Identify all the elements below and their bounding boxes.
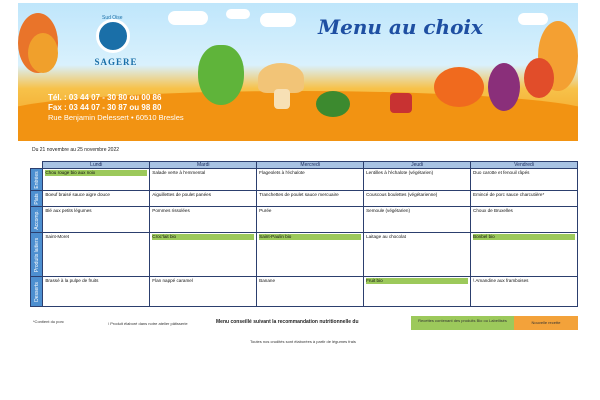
menu-row: [31, 207, 578, 233]
day-header: Mercredi: [257, 162, 364, 169]
menu-cell: [471, 233, 578, 277]
dish-name: Salade verte à l'emmental: [152, 170, 206, 175]
dish-name: Pommes rissolées: [152, 208, 190, 213]
menu-cell: [150, 233, 257, 277]
menu-cell: [150, 207, 257, 233]
menu-cell: [150, 191, 257, 207]
menu-cell: [43, 277, 150, 307]
course-label-text: Accomp.: [33, 209, 40, 230]
dish-name: Laitage au chocolat: [366, 234, 406, 239]
menu-row: [31, 169, 578, 191]
fax-number: Fax : 03 44 07 - 30 87 ou 98 80: [48, 103, 162, 112]
grapes-illustration: [488, 63, 520, 111]
table-corner: [31, 162, 43, 169]
day-header: Jeudi: [364, 162, 471, 169]
page-title: Menu au choix: [318, 15, 483, 39]
menu-row: [31, 191, 578, 207]
cloud-decoration: [168, 11, 208, 25]
menu-cell: [150, 277, 257, 307]
pumpkin-illustration: [434, 67, 484, 107]
footnote-pork: *Contient du porc: [33, 319, 64, 324]
course-label: [31, 191, 43, 207]
course-label-text: Produits laitiers: [33, 237, 40, 272]
day-header: Mardi: [150, 162, 257, 169]
menu-row: [31, 233, 578, 277]
dish-name: Banane: [259, 278, 276, 283]
logo-wordmark: SAGERE: [94, 57, 138, 67]
dish-name: Emincé de porc sauce charcutière*: [473, 192, 545, 197]
menu-cell: [471, 277, 578, 307]
dish-name: Saint-Moret: [45, 234, 70, 239]
course-label: [31, 207, 43, 233]
dish-name: Flan nappé caramel: [152, 278, 193, 283]
menu-cell: [43, 207, 150, 233]
menu-cell: [364, 207, 471, 233]
tree-illustration: [28, 33, 58, 73]
menu-cell: [257, 277, 364, 307]
header-banner: [18, 3, 578, 141]
dish-name: Aiguillettes de poulet panées: [152, 192, 211, 197]
menu-cell: [471, 207, 578, 233]
course-label-text: Entrées: [33, 170, 40, 189]
tractor-illustration: [390, 93, 412, 113]
dish-name-bio: Croc'lait bio: [152, 234, 254, 240]
dish-name: Blé aux petits légumes: [45, 208, 92, 213]
dish-name: Boeuf braisé sauce aigre douce: [45, 192, 110, 197]
course-label: [31, 233, 43, 277]
menu-cell: [43, 191, 150, 207]
dish-name-bio: Fruit bio: [366, 278, 468, 284]
menu-sheet: [18, 3, 578, 344]
legend-bio: Recettes contenant des produits Bio ou Labellisés: [411, 316, 514, 330]
mushroom-stem-illustration: [274, 89, 290, 109]
cloud-decoration: [260, 13, 296, 27]
contact-info: [48, 93, 184, 123]
course-label-text: Desserts: [33, 281, 40, 302]
day-header: Lundi: [43, 162, 150, 169]
menu-cell: [257, 169, 364, 191]
menu-row: [31, 277, 578, 307]
menu-cell: [471, 191, 578, 207]
menu-cell: [364, 233, 471, 277]
menu-cell: [257, 233, 364, 277]
dish-name: Flageolets à l'échalote: [259, 170, 305, 175]
menu-cell: [257, 191, 364, 207]
tree-illustration: [524, 58, 554, 98]
phone-number: Tél. : 03 44 07 - 30 80 ou 00 86: [48, 93, 162, 102]
footnote-nutrition: Menu conseillé suivant la recommandation nutritionnelle du: [216, 319, 359, 325]
dish-name-bio: Bonbel bio: [473, 234, 575, 240]
cabbage-illustration: [316, 91, 350, 117]
pear-illustration: [198, 45, 244, 105]
cloud-decoration: [518, 13, 548, 25]
dish-name: Duo carotte et fenouil râpés: [473, 170, 530, 175]
dish-name: Purée: [259, 208, 272, 213]
dish-name: Choux de Bruxelles: [473, 208, 513, 213]
menu-cell: [257, 207, 364, 233]
footnote-pastry: \ Produit élaboré dans notre atelier pâtisserie: [108, 321, 188, 326]
menu-cell: [150, 169, 257, 191]
dish-name: Tranchettes de poulet sauce mercuaire: [259, 192, 339, 197]
sagere-logo: Sud Oise SAGERE: [88, 19, 138, 69]
dish-name: \ Amandine aux framboises: [473, 278, 529, 283]
day-header: Vendredi: [471, 162, 578, 169]
course-label: [31, 169, 43, 191]
dish-name: Semoule (végétarien): [366, 208, 411, 213]
day-header-row: [31, 162, 578, 169]
legend-new-recipe: Nouvelle recette: [514, 316, 578, 330]
menu-cell: [43, 233, 150, 277]
dish-name: Couscous boulettes (végétarienne): [366, 192, 438, 197]
cloud-decoration: [226, 9, 250, 19]
dish-name-bio: Saint-Paulin bio: [259, 234, 361, 240]
menu-cell: [43, 169, 150, 191]
course-label-text: Plats: [33, 192, 40, 205]
menu-cell: [364, 169, 471, 191]
address: Rue Benjamin Delessert • 60510 Bresles: [48, 113, 184, 122]
menu-cell: [364, 277, 471, 307]
menu-cell: [364, 191, 471, 207]
dish-name: Brassé à la pulpe de fruits: [45, 278, 99, 283]
menu-cell: [471, 169, 578, 191]
menu-period: Du 21 novembre au 25 novembre 2022: [32, 147, 120, 153]
dish-name: Lentilles à l'échalote (végétarien): [366, 170, 434, 175]
menu-table: [30, 161, 578, 307]
bottom-note: Toutes nos crudités sont élaborées à partir de légumes frais: [250, 339, 356, 344]
dish-name-bio: Chou rouge bio aux noix: [45, 170, 147, 176]
course-label: [31, 277, 43, 307]
